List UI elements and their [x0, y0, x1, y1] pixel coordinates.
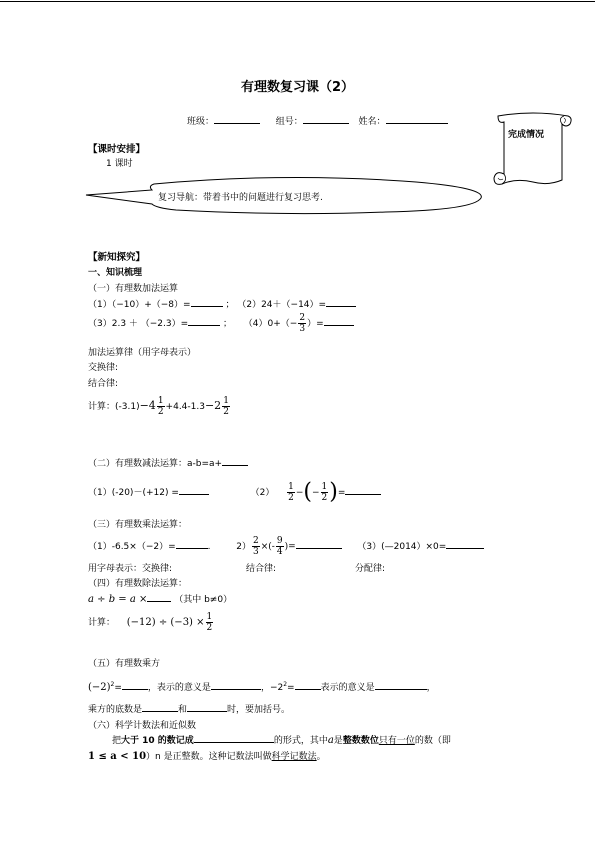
math-term: ，−2 [260, 683, 284, 693]
addition-q4-prefix: （4）0+（− [243, 319, 298, 329]
schedule-hours: 1 课时 [106, 159, 133, 169]
page-title: 有理数复习课（2） [240, 80, 355, 95]
division-condition: （其中 b≠0） [174, 595, 233, 605]
division-heading: （四）有理数除法运算： [88, 579, 188, 589]
page-top-rule [0, 1, 595, 2]
multiplication-questions [88, 536, 484, 557]
division-formula: a ÷ b = a × [88, 594, 148, 605]
fraction: $\frac{9}{4}$ [276, 536, 283, 557]
power-heading: （五）有理数乘方 [88, 659, 161, 669]
math-term: − [311, 488, 320, 498]
addition-q3-blank[interactable] [188, 316, 220, 326]
bold-text: 整数数位 [342, 736, 379, 746]
addition-q1-q2 [88, 297, 356, 310]
addition-q2: （2）24＋（−14）= [237, 300, 327, 310]
fraction: $\frac{1}{2}$ [288, 482, 294, 503]
subtraction-q2-blank[interactable] [345, 485, 381, 495]
math-term: = [337, 488, 346, 498]
subtraction-q1: （1）(-20)－(+12) = [88, 488, 179, 498]
power-line2 [88, 702, 290, 715]
scientific-heading: （六）科学计数法和近似数 [88, 721, 197, 731]
division-calc [88, 612, 214, 633]
power-q2-meaning-blank[interactable] [375, 680, 427, 690]
explore-header: 【新知探究】 [88, 252, 146, 263]
math-term: )= [284, 542, 296, 552]
math-term: a [327, 735, 334, 746]
division-formula-line [88, 592, 232, 605]
multiplication-q1: （1）-6.5×（−2）= [88, 542, 176, 552]
subtraction-q1-blank[interactable] [179, 485, 209, 495]
subtraction-questions [88, 479, 381, 505]
addition-heading: （一）有理数加法运算 [88, 284, 179, 294]
subtraction-heading-text: （二）有理数减法运算：a-b=a+ [88, 459, 223, 469]
scientific-line2 [88, 749, 326, 762]
multiplication-commutative-label: 用字母表示：交换律: [88, 564, 173, 574]
addition-law-heading: 加法运算律（用字母表示） [88, 348, 197, 358]
power-q1-q2 [88, 680, 436, 693]
addition-q1: （1）（−10）+（−8）= [88, 300, 191, 310]
paren: ( [303, 479, 312, 505]
subtraction-heading [88, 456, 248, 469]
multiplication-heading: （三）有理数乘法运算： [88, 520, 188, 530]
subtraction-q2-label: （2） [250, 488, 275, 498]
fraction: $\frac{1}{2}$ [206, 612, 213, 633]
math-term: −4 [139, 399, 156, 412]
addition-q2-blank[interactable] [326, 297, 356, 307]
completion-scroll-icon [488, 108, 578, 194]
exponent: 2 [110, 681, 115, 688]
math-term: (−12) ÷ (−3) × [126, 617, 205, 628]
group-field[interactable] [303, 114, 349, 124]
group-label: 组号： [275, 117, 303, 127]
addition-q3-q4 [88, 313, 354, 334]
calc-label: 计算：(-3.1) [88, 402, 140, 412]
bold-text: 大于 10 的数记成 [121, 736, 194, 746]
multiplication-q1-blank[interactable] [176, 539, 208, 549]
power-base-blank-2[interactable] [187, 702, 227, 712]
addition-q4-blank[interactable] [324, 316, 354, 326]
text: 把 [112, 736, 122, 746]
knowledge-header: 一、知识梳理 [88, 268, 143, 278]
math-term: − [295, 488, 304, 498]
fraction: $\frac{2}{3}$ [253, 536, 259, 557]
text: ）n 是正整数。这种记数法叫做 [146, 752, 272, 762]
math-term: (−2) [88, 682, 111, 693]
conjunction: 和 [178, 705, 188, 715]
period: . [207, 542, 211, 552]
power-q2-blank[interactable] [295, 680, 321, 690]
math-term: = [114, 683, 122, 693]
associative-law-label: 结合律: [88, 379, 119, 389]
text: 的数（即 [414, 736, 451, 746]
class-label: 班级： [187, 117, 215, 127]
multiplication-q3: （3）(—2014）×0= [357, 542, 447, 552]
separator: ； [223, 319, 233, 329]
power-q1-meaning-blank[interactable] [211, 680, 261, 690]
fraction: $\frac{1}{2}$ [157, 396, 164, 417]
math-term: −2 [204, 399, 222, 412]
power-base-label: 乘方的底数是 [88, 705, 143, 715]
scientific-form-blank[interactable] [194, 733, 274, 743]
name-field[interactable] [386, 114, 448, 124]
underlined-text: 只有一位 [378, 736, 415, 746]
fraction: $\frac{1}{2}$ [223, 396, 229, 417]
paren: ) [329, 479, 338, 505]
math-term: +4.4-1.3 [165, 402, 205, 412]
subtraction-rule-blank[interactable] [222, 456, 248, 466]
power-q1-blank[interactable] [122, 680, 148, 690]
multiplication-laws [88, 561, 172, 574]
addition-calc [88, 396, 231, 417]
addition-q3: （3）2.3 ＋ （−2.3）= [88, 319, 189, 329]
scientific-line1 [112, 733, 451, 746]
addition-q1-blank[interactable] [191, 297, 223, 307]
division-formula-blank[interactable] [147, 592, 171, 602]
underlined-text: 科学记数法 [271, 752, 317, 762]
separator: ； [225, 300, 235, 310]
completion-status-label: 完成情况 [508, 130, 545, 140]
multiplication-distributive-label: 分配律: [355, 564, 386, 574]
math-term: = [287, 683, 295, 693]
exponent: 2 [283, 681, 288, 688]
math-term: ×(- [260, 542, 275, 552]
fraction: $\frac{2}{3}$ [299, 313, 306, 334]
power-q2-meaning: 表示的意义是 [320, 683, 375, 693]
class-field[interactable] [214, 114, 260, 124]
comma: ， [426, 683, 436, 693]
text: 的形式，其中 [273, 736, 328, 746]
multiplication-q2-label: 2） [236, 542, 251, 552]
math-term: 1 ≤ a < 10 [88, 751, 147, 762]
multiplication-associative-label: 结合律: [246, 564, 277, 574]
nav-guidance-text: 复习导航：带着书中的问题进行复习思考. [158, 193, 323, 203]
addition-q4-suffix: ）= [307, 319, 324, 329]
student-info-line [187, 114, 448, 127]
commutative-law-label: 交换律: [88, 363, 119, 373]
text: 是 [333, 736, 343, 746]
text: 。 [316, 752, 326, 762]
multiplication-q3-blank[interactable] [446, 539, 484, 549]
power-q1-meaning: ，表示的意义是 [147, 683, 211, 693]
calc-label: 计算： [88, 618, 116, 628]
multiplication-q2-blank[interactable] [296, 539, 342, 549]
schedule-header: 【课时安排】 [88, 144, 146, 155]
power-base-blank-1[interactable] [142, 702, 178, 712]
power-line2-end: 时，要加括号。 [227, 705, 291, 715]
fraction: $\frac{1}{2}$ [321, 482, 328, 503]
name-label: 姓名： [358, 117, 386, 127]
